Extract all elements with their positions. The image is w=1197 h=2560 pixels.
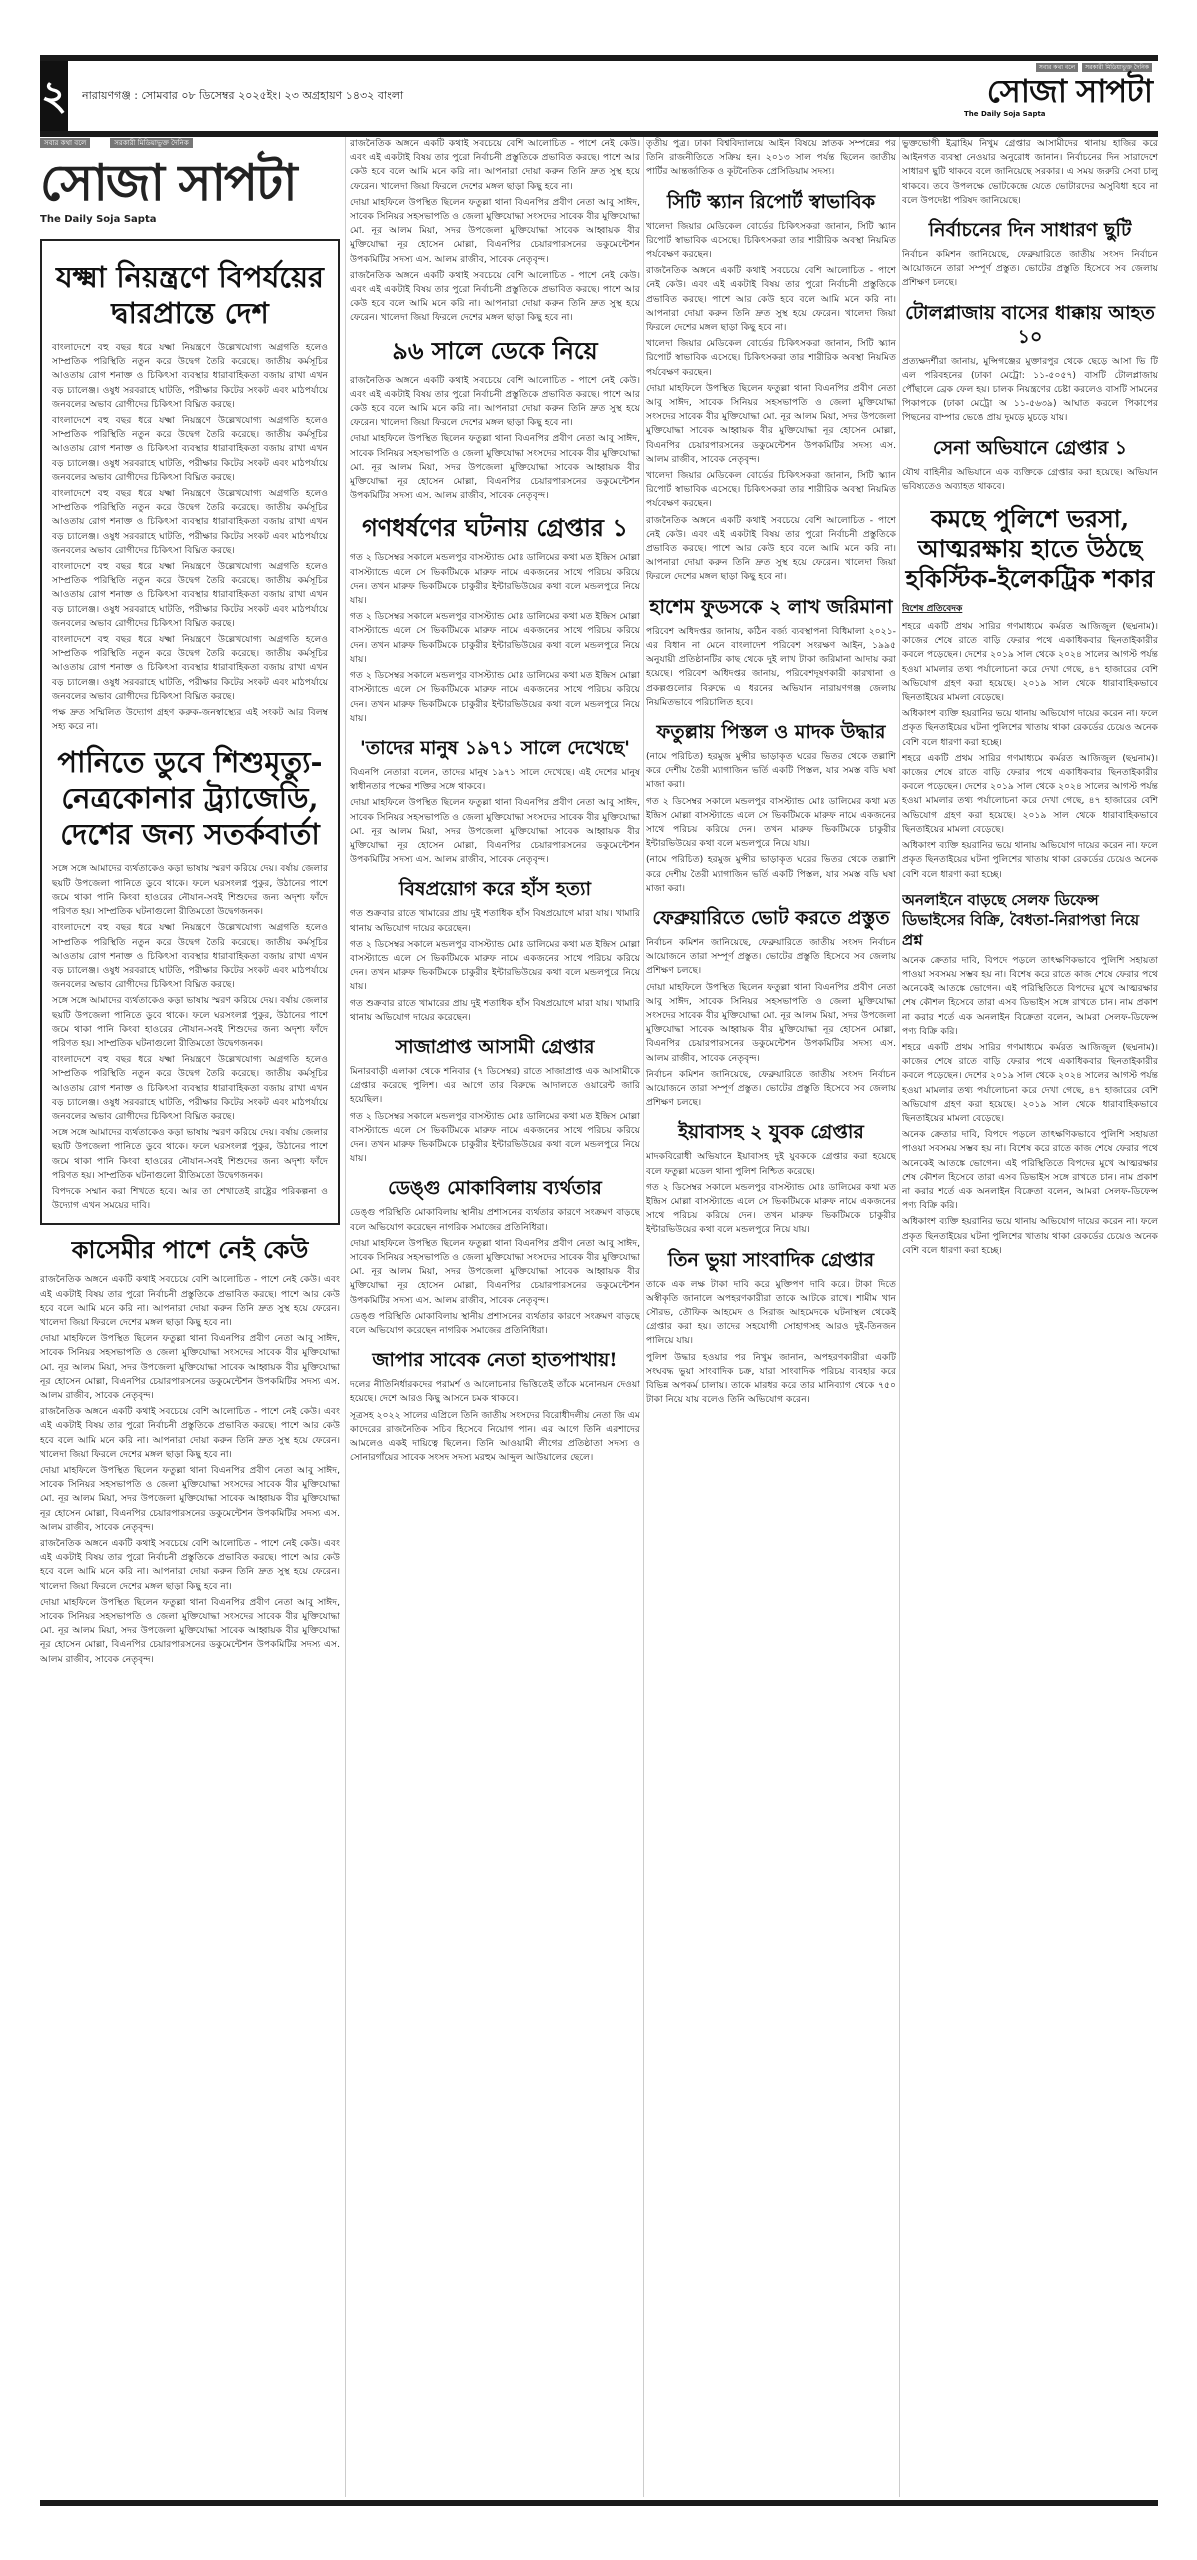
article-body: দোয়া মাহফিলে উপস্থিত ছিলেন ফতুল্লা থানা বিএনপির প্রবীণ নেতা আবু সাঈদ, সাবেক সিনিয়র সহসভাপতি ও জেলা মুক্তিযোদ্ধা সংসদের সাবেক বীর মুক্তিযোদ্ধা মো. নূর আলম মিয়া, সদর উপজেলা মুক্তিযোদ্ধা সাবেক আহ্বায়ক বীর মুক্তিযোদ্ধা নূর হোসেন মোল্লা, বিএনপির চেয়ারপারসনের ডকুমেন্টেশন উপকমিটির সদস্য এস. আলম রাজীব, সাবেক নেতৃবৃন্দ। (350, 433, 640, 502)
headline-poison: বিষপ্রয়োগ করে হাঁস হত্যা (399, 878, 591, 901)
column-1 (40, 137, 340, 2497)
editorial-box (40, 239, 340, 1225)
headline-fatullah: ফতুল্লায় পিস্তল ও মাদক উদ্ধার (656, 720, 886, 743)
column-divider (643, 137, 644, 2497)
article-body: মাদকবিরোধী অভিযানে ইয়াবাসহ দুই যুবককে গ্রেপ্তার করা হয়েছে বলে ফতুল্লা মডেল থানা পুলিশ নিশ্চিত করেছে। (646, 1151, 896, 1177)
article-body: বাংলাদেশে বহু বছর ধরে যক্ষ্মা নিয়ন্ত্রণে উল্লেখযোগ্য অগ্রগতি হলেও সাম্প্রতিক পরিস্থিতি নতুন করে উদ্বেগ তৈরি করেছে। জাতীয় কর্মসূচির আওতায় রোগ শনাক্ত ও চিকিৎসা ব্যবস্থার ধারাবাহিকতা বজায় রাখা এখন বড় চ্যালেঞ্জ। ওষুধ সরবরাহে ঘাটতি, পরীক্ষার কিটের সংকট এবং মাঠপর্যায়ে জনবলের অভাব রোগীদের চিকিৎসা বিঘ্নিত করছে। (52, 561, 328, 629)
article-body: রাজনৈতিক অঙ্গনে একটি কথাই সবচেয়ে বেশি আলোচিত - পাশে নেই কেউ। এবং এই একটাই বিষয় তার পুরো নির্বাচনী প্রস্তুতিকে প্রভাবিত করছে। পাশে আর কেউ হবে বলে আমি মনে করি না। আপনারা দোয়া করুন তিনি দ্রুত সুস্থ হয়ে ফেরেন। খালেদা জিয়া ফিরলে দেশের মঙ্গল ছাড়া কিছু হবে না। (646, 514, 896, 583)
article-body: গত ২ ডিসেম্বর সকালে মন্ডলপুর বাসস্ট্যান্ড মোঃ ডালিমের কথা মত ইন্দ্রিস মোল্লা বাসস্ট্যান্ডে এলে সে ভিকটিমকে মারুফ নামে একজনের সাথে পরিচয় করিয়ে দেন। তখন মারুফ ভিকটিমকে চাকুরীর ইন্টারভিউয়ের কথা বলে মন্ডলপুরে নিয়ে যায়। (350, 552, 640, 607)
article-body: রাজনৈতিক অঙ্গনে একটি কথাই সবচেয়ে বেশি আলোচিত - পাশে নেই কেউ। এবং এই একটাই বিষয় তার পুরো নির্বাচনী প্রস্তুতিকে প্রভাবিত করছে। পাশে আর কেউ হবে বলে আমি মনে করি না। আপনারা দোয়া করুন তিনি দ্রুত সুস্থ হয়ে ফেরেন। খালেদা জিয়া ফিরলে দেশের মঙ্গল ছাড়া কিছু হবে না। (646, 265, 896, 334)
article-body: অধিকাংশ ব্যক্তি হয়রানির ভয়ে থানায় অভিযোগ দায়ের করেন না। ফলে প্রকৃত ছিনতাইয়ের ঘটনা পুলিশের খাতায় থাকা রেকর্ডের চেয়েও অনেক বেশি বলে ধারণা করা হচ্ছে। (902, 708, 1158, 748)
article-body: বাংলাদেশে বহু বছর ধরে যক্ষ্মা নিয়ন্ত্রণে উল্লেখযোগ্য অগ্রগতি হলেও সাম্প্রতিক পরিস্থিতি নতুন করে উদ্বেগ তৈরি করেছে। জাতীয় কর্মসূচির আওতায় রোগ শনাক্ত ও চিকিৎসা ব্যবস্থার ধারাবাহিকতা বজায় রাখা এখন বড় চ্যালেঞ্জ। ওষুধ সরবরাহে ঘাটতি, পরীক্ষার কিটের সংকট এবং মাঠপর্যায়ে জনবলের অভাব রোগীদের চিকিৎসা বিঘ্নিত করছে। (52, 342, 328, 410)
article-closing: বিপদকে সম্মান করা শিখতে হবে। আর তা শেখাতেই রাষ্ট্রের পরিকল্পনা ও উদ্যোগ এখন সময়ের দাবি। (52, 1185, 328, 1212)
headline-kasemi: কাসেমীর পাশে নেই কেউ (71, 1235, 309, 1265)
article-body: দোয়া মাহফিলে উপস্থিত ছিলেন ফতুল্লা থানা বিএনপির প্রবীণ নেতা আবু সাঈদ, সাবেক সিনিয়র সহসভাপতি ও জেলা মুক্তিযোদ্ধা সংসদের সাবেক বীর মুক্তিযোদ্ধা মো. নূর আলম মিয়া, সদর উপজেলা মুক্তিযোদ্ধা সাবেক আহ্বায়ক বীর মুক্তিযোদ্ধা নূর হোসেন মোল্লা, বিএনপির চেয়ারপারসনের ডকুমেন্টেশন উপকমিটির সদস্য এস. আলম রাজীব, সাবেক নেতৃবৃন্দ। (646, 382, 896, 465)
logo-tag-right: সরকারী মিডিয়াভুক্ত দৈনিক (1082, 63, 1152, 72)
headline-army: সেনা অভিযানে গ্রেপ্তার ১ (932, 436, 1128, 459)
article-body: পুলিশ উদ্ধার হওয়ার পর নিখুম জানান, অপহরণকারীরা একটি সংঘবদ্ধ ভুয়া সাংবাদিক চক্র, যারা সাংবাদিক পরিচয় ব্যবহার করে বিভিন্ন অপকর্ম চালায়। তাকে মারধর করে তার মানিব্যাগ থেকে ৭৫০ টাকা নিয়ে যায় বলেও তিনি অভিযোগ করেন। (646, 1351, 896, 1406)
logo-tag-left: সবার কথা বলে (1036, 63, 1078, 72)
article-body: (নামে পরিচিত) হরমুজ মুন্সীর ভাড়াকৃত ঘরের ভিতর থেকে তল্লাশি করে দেশীয় তৈরী ম্যাগাজিন ভর্তি একটি পিস্তল, যার সমস্ত বডি ঘষা মাজা করা। (646, 750, 896, 791)
article-body: দোয়া মাহফিলে উপস্থিত ছিলেন ফতুল্লা থানা বিএনপির প্রবীণ নেতা আবু সাঈদ, সাবেক সিনিয়র সহসভাপতি ও জেলা মুক্তিযোদ্ধা সংসদের সাবেক বীর মুক্তিযোদ্ধা মো. নূর আলম মিয়া, সদর উপজেলা মুক্তিযোদ্ধা সাবেক আহ্বায়ক বীর মুক্তিযোদ্ধা নূর হোসেন মোল্লা, বিএনপির চেয়ারপারসনের ডকুমেন্টেশন উপকমিটির সদস্য এস. আলম রাজীব, সাবেক নেতৃবৃন্দ। (646, 981, 896, 1064)
newspaper-page (40, 55, 1158, 2510)
article-body: অধিকাংশ ব্যক্তি হয়রানির ভয়ে থানায় অভিযোগ দায়ের করেন না। ফলে প্রকৃত ছিনতাইয়ের ঘটনা পুলিশের খাতায় থাকা রেকর্ডের চেয়েও অনেক বেশি বলে ধারণা করা হচ্ছে। (902, 1216, 1158, 1256)
masthead-logo (952, 63, 1152, 129)
headline-feb: ফেব্রুয়ারিতে ভোট করতে প্রস্তুত (652, 906, 890, 929)
article-body: রাজনৈতিক অঙ্গনে একটি কথাই সবচেয়ে বেশি আলোচিত - পাশে নেই কেউ। এবং এই একটাই বিষয় তার পুরো নির্বাচনী প্রস্তুতিকে প্রভাবিত করছে। পাশে আর কেউ হবে বলে আমি মনে করি না। আপনারা দোয়া করুন তিনি দ্রুত সুস্থ হয়ে ফেরেন। খালেদা জিয়া ফিরলে দেশের মঙ্গল ছাড়া কিছু হবে না। (40, 1538, 340, 1592)
article-body: গত শুক্রবার রাতে খামারের প্রায় দুই শতাধিক হাঁস বিষপ্রয়োগে মারা যায়। খামারি থানায় অভিযোগ দায়ের করেছেন। (350, 997, 640, 1023)
article-body: রাজনৈতিক অঙ্গনে একটি কথাই সবচেয়ে বেশি আলোচিত - পাশে নেই কেউ। এবং এই একটাই বিষয় তার পুরো নির্বাচনী প্রস্তুতিকে প্রভাবিত করছে। পাশে আর কেউ হবে বলে আমি মনে করি না। আপনারা দোয়া করুন তিনি দ্রুত সুস্থ হয়ে ফেরেন। খালেদা জিয়া ফিরলে দেশের মঙ্গল ছাড়া কিছু হবে না। (40, 1406, 340, 1460)
article-body: দোয়া মাহফিলে উপস্থিত ছিলেন ফতুল্লা থানা বিএনপির প্রবীণ নেতা আবু সাঈদ, সাবেক সিনিয়র সহসভাপতি ও জেলা মুক্তিযোদ্ধা সংসদের সাবেক বীর মুক্তিযোদ্ধা মো. নূর আলম মিয়া, সদর উপজেলা মুক্তিযোদ্ধা সাবেক আহ্বায়ক বীর মুক্তিযোদ্ধা নূর হোসেন মোল্লা, বিএনপির চেয়ারপারসনের ডকুমেন্টেশন উপকমিটির সদস্য এস. আলম রাজীব, সাবেক নেতৃবৃন্দ। (350, 196, 640, 265)
article-body: গত ২ ডিসেম্বর সকালে মন্ডলপুর বাসস্ট্যান্ড মোঃ ডালিমের কথা মত ইন্দ্রিস মোল্লা বাসস্ট্যান্ডে এলে সে ভিকটিমকে মারুফ নামে একজনের সাথে পরিচয় করিয়ে দেন। তখন মারুফ ভিকটিমকে চাকুরীর ইন্টারভিউয়ের কথা বলে মন্ডলপুরে নিয়ে যায়। (646, 1181, 896, 1236)
article-body: নির্বাচন কমিশন জানিয়েছে, ফেব্রুয়ারিতে জাতীয় সংসদ নির্বাচন আয়োজনে তারা সম্পূর্ণ প্রস্তুত। ভোটের প্রস্তুতি হিসেবে সব জেলায় প্রশিক্ষণ চলছে। (902, 249, 1158, 289)
editorial-logo (40, 137, 340, 227)
column-3 (646, 137, 896, 2517)
article-body: ডেঙ্গু পরিস্থিতি মোকাবিলায় স্থানীয় প্রশাসনের ব্যর্থতার কারণে সংক্রমণ বাড়ছে বলে অভিযোগ করেছেন নাগরিক সমাজের প্রতিনিধিরা। (350, 1207, 640, 1233)
article-body: যৌথ বাহিনীর অভিযানে এক ব্যক্তিকে গ্রেপ্তার করা হয়েছে। অভিযান ভবিষ্যতেও অব্যাহত থাকবে। (902, 466, 1158, 492)
article-body: রাজনৈতিক অঙ্গনে একটি কথাই সবচেয়ে বেশি আলোচিত - পাশে নেই কেউ। এবং এই একটাই বিষয় তার পুরো নির্বাচনী প্রস্তুতিকে প্রভাবিত করছে। পাশে আর কেউ হবে বলে আমি মনে করি না। আপনারা দোয়া করুন তিনি দ্রুত সুস্থ হয়ে ফেরেন। খালেদা জিয়া ফিরলে দেশের মঙ্গল ছাড়া কিছু হবে না। (350, 269, 640, 324)
article-body: ভুক্তভোগী ইব্রাহিম নিখুম গ্রেপ্তার আসামীদের থানায় হাজির করে আইনগত ব্যবস্থা নেওয়ার অনুরোধ জানান। নির্বাচনের দিন সারাদেশে সাধারণ ছুটি থাকবে বলে জানিয়েছে সরকার। এ সময় জরুরি সেবা চালু থাকবে। তবে উপলক্ষে ভোটকেন্দ্রে যেতে ভোটারদের অসুবিধা হবে না বলে উপদেষ্টা পরিষদ জানিয়েছে। (902, 138, 1158, 206)
article-body: রাজনৈতিক অঙ্গনে একটি কথাই সবচেয়ে বেশি আলোচিত - পাশে নেই কেউ। এবং এই একটাই বিষয় তার পুরো নির্বাচনী প্রস্তুতিকে প্রভাবিত করছে। পাশে আর কেউ হবে বলে আমি মনে করি না। আপনারা দোয়া করুন তিনি দ্রুত সুস্থ হয়ে ফেরেন। খালেদা জিয়া ফিরলে দেশের মঙ্গল ছাড়া কিছু হবে না। (350, 374, 640, 429)
article-body: খালেদা জিয়ার মেডিকেল বোর্ডের চিকিৎসকরা জানান, সিটি স্ক্যান রিপোর্ট স্বাভাবিক এসেছে। চিকিৎসকরা তার শারীরিক অবস্থা নিয়মিত পর্যবেক্ষণ করছেন। (646, 338, 896, 378)
article-closing: পক্ষ দ্রুত সম্মিলিত উদ্যোগ গ্রহণ করুক-জনস্বাস্থ্যের এই সংকট আর বিলম্ব সহ্য করে না। (52, 707, 328, 733)
headline-gang: গণধর্ষণের ঘটনায় গ্রেপ্তার ১ (362, 513, 628, 543)
article-body: সূত্রসহ ২০২২ সালের এপ্রিলে তিনি জাতীয় সংসদের বিরোধীদলীয় নেতা জি এম কাদেরের রাজনৈতিক সচিব হিসেবে নিয়োগ পান। এর আগে তিনি এরশাদের আমলেও একই দায়িত্বে ছিলেন। তিনি আওয়ামী লীগের প্রতিষ্ঠাতা সদস্য ও সোনারগাঁয়ের সাবেক সংসদ সদস্য মরহুম আব্দুল আউয়ালের ছেলে। (350, 1409, 640, 1464)
article-body: বাংলাদেশে বহু বছর ধরে যক্ষ্মা নিয়ন্ত্রণে উল্লেখযোগ্য অগ্রগতি হলেও সাম্প্রতিক পরিস্থিতি নতুন করে উদ্বেগ তৈরি করেছে। জাতীয় কর্মসূচির আওতায় রোগ শনাক্ত ও চিকিৎসা ব্যবস্থার ধারাবাহিকতা বজায় রাখা এখন বড় চ্যালেঞ্জ। ওষুধ সরবরাহে ঘাটতি, পরীক্ষার কিটের সংকট এবং মাঠপর্যায়ে জনবলের অভাব রোগীদের চিকিৎসা বিঘ্নিত করছে। (52, 922, 328, 991)
article-body: গত ২ ডিসেম্বর সকালে মন্ডলপুর বাসস্ট্যান্ড মোঃ ডালিমের কথা মত ইন্দ্রিস মোল্লা বাসস্ট্যান্ডে এলে সে ভিকটিমকে মারুফ নামে একজনের সাথে পরিচয় করিয়ে দেন। তখন মারুফ ভিকটিমকে চাকুরীর ইন্টারভিউয়ের কথা বলে মন্ডলপুরে নিয়ে যায়। (350, 670, 640, 724)
article-body: সঙ্গে সঙ্গে আমাদের ব্যর্থতাকেও কড়া ভাষায় স্মরণ করিয়ে দেয়। বর্ষায় জেলার ছয়টি উপজেলা পানিতে ডুবে থাকে। ফলে ঘরসংলগ্ন পুকুর, উঠানের পাশে জমে থাকা পানি কিংবা হাওরের নৌযান-সবই শিশুদের জন্য অদৃশ্য ফাঁদে পরিণত হয়। সাম্প্রতিক ঘটনাগুলো রীতিমতো উদ্বেগজনক। (52, 995, 328, 1049)
article-body: তাকে এক লক্ষ টাকা দাবি করে মুক্তিপণ দাবি করে। টাকা দিতে অস্বীকৃতি জানালে অপহরণকারীরা তাকে আটকে রাখে। শামীম খান সৌরভ, তৌফিক আহমেদ ও সিরাজ আহমেদকে ঘটনাস্থল থেকেই গ্রেপ্তার করা হয়। তাদের সহযোগী সোহাগসহ আরও দুই-তিনজন পালিয়ে যায়। (646, 1278, 896, 1347)
article-body: শহরে একটি প্রথম সারির গণমাধ্যমে কর্মরত আজিজুল (ছদ্মনাম)। কাজের শেষে রাতে বাড়ি ফেরার পথে একাধিকবার ছিনতাইকারীর কবলে পড়েছেন। দেশের ২০১৯ সাল থেকে ২০২৪ সালের আগস্ট পর্যন্ত হওয়া মামলার তথ্য পর্যালোচনা করে দেখা গেছে, ৪৭ হাজারের বেশি অভিযোগ গ্রহণ করা হয়েছে। ২০১৯ সাল থেকে ধারাবাহিকভাবে ছিনতাইয়ের মামলা বেড়েছে। (902, 1041, 1158, 1124)
article-body: নির্বাচন কমিশন জানিয়েছে, ফেব্রুয়ারিতে জাতীয় সংসদ নির্বাচন আয়োজনে তারা সম্পূর্ণ প্রস্তুত। ভোটের প্রস্তুতি হিসেবে সব জেলায় প্রশিক্ষণ চলছে। (646, 936, 896, 977)
headline-fake-journalist: তিন ভুয়া সাংবাদিক গ্রেপ্তার (667, 1248, 875, 1271)
article-body: বাংলাদেশে বহু বছর ধরে যক্ষ্মা নিয়ন্ত্রণে উল্লেখযোগ্য অগ্রগতি হলেও সাম্প্রতিক পরিস্থিতি নতুন করে উদ্বেগ তৈরি করেছে। জাতীয় কর্মসূচির আওতায় রোগ শনাক্ত ও চিকিৎসা ব্যবস্থার ধারাবাহিকতা বজায় রাখা এখন বড় চ্যালেঞ্জ। ওষুধ সরবরাহে ঘাটতি, পরীক্ষার কিটের সংকট এবং মাঠপর্যায়ে জনবলের অভাব রোগীদের চিকিৎসা বিঘ্নিত করছে। (52, 415, 328, 483)
article-body: বাংলাদেশে বহু বছর ধরে যক্ষ্মা নিয়ন্ত্রণে উল্লেখযোগ্য অগ্রগতি হলেও সাম্প্রতিক পরিস্থিতি নতুন করে উদ্বেগ তৈরি করেছে। জাতীয় কর্মসূচির আওতায় রোগ শনাক্ত ও চিকিৎসা ব্যবস্থার ধারাবাহিকতা বজায় রাখা এখন বড় চ্যালেঞ্জ। ওষুধ সরবরাহে ঘাটতি, পরীক্ষার কিটের সংকট এবং মাঠপর্যায়ে জনবলের অভাব রোগীদের চিকিৎসা বিঘ্নিত করছে। (52, 488, 328, 556)
bottom-rule (40, 2500, 1158, 2506)
headline-sajaprapta: সাজাপ্রাপ্ত আসামী গ্রেপ্তার (395, 1035, 595, 1058)
article-body: দোয়া মাহফিলে উপস্থিত ছিলেন ফতুল্লা থানা বিএনপির প্রবীণ নেতা আবু সাঈদ, সাবেক সিনিয়র সহসভাপতি ও জেলা মুক্তিযোদ্ধা সংসদের সাবেক বীর মুক্তিযোদ্ধা মো. নূর আলম মিয়া, সদর উপজেলা মুক্তিযোদ্ধা সাবেক আহ্বায়ক বীর মুক্তিযোদ্ধা নূর হোসেন মোল্লা, বিএনপির চেয়ারপারসনের ডকুমেন্টেশন উপকমিটির সদস্য এস. আলম রাজীব, সাবেক নেতৃবৃন্দ। (40, 1333, 340, 1401)
column-divider (345, 137, 346, 2497)
article-body: অনেক ক্রেতার দাবি, বিপদে পড়লে তাৎক্ষণিকভাবে পুলিশি সহায়তা পাওয়া সবসময় সম্ভব হয় না। বিশেষ করে রাতে কাজ শেষে ফেরার পথে অনেকেই আতঙ্কে ভোগেন। এই পরিস্থিতিতে বিপদের মুখে আত্মরক্ষার শেষ কৌশল হিসেবে তারা এসব ডিভাইস সঙ্গে রাখতে চান। নাম প্রকাশ না করার শর্তে এক অনলাইন বিক্রেতা বলেন, আমরা সেলফ-ডিফেন্স পণ্য বিক্রি করি। (902, 1129, 1158, 1212)
dateline: নারায়ণগঞ্জ : সোমবার ০৮ ডিসেম্বর ২০২৫ইং। ২৩ অগ্রহায়ণ ১৪৩২ বাংলা (82, 89, 404, 102)
article-body: রাজনৈতিক অঙ্গনে একটি কথাই সবচেয়ে বেশি আলোচিত - পাশে নেই কেউ। এবং এই একটাই বিষয় তার পুরো নির্বাচনী প্রস্তুতিকে প্রভাবিত করছে। পাশে আর কেউ হবে বলে আমি মনে করি না। আপনারা দোয়া করুন তিনি দ্রুত সুস্থ হয়ে ফেরেন। খালেদা জিয়া ফিরলে দেশের মঙ্গল ছাড়া কিছু হবে না। (40, 1274, 340, 1328)
headline-1971: 'তাদের মানুষ ১৯৭১ সালে দেখেছে' (360, 736, 630, 759)
logo-en: The Daily Soja Sapta (40, 214, 157, 225)
article-body: (নামে পরিচিত) হরমুজ মুন্সীর ভাড়াকৃত ঘরের ভিতর থেকে তল্লাশি করে দেশীয় তৈরী ম্যাগাজিন ভর্তি একটি পিস্তল, যার সমস্ত বডি ঘষা মাজা করা। (646, 854, 896, 894)
article-body: খালেদা জিয়ার মেডিকেল বোর্ডের চিকিৎসকরা জানান, সিটি স্ক্যান রিপোর্ট স্বাভাবিক এসেছে। চিকিৎসকরা তার শারীরিক অবস্থা নিয়মিত পর্যবেক্ষণ করছেন। (646, 470, 896, 510)
headline-yaba: ইয়াবাসহ ২ যুবক গ্রেপ্তার (678, 1121, 864, 1144)
article-body: পরিবেশ অধিদপ্তর জানায়, কঠিন বর্জ্য ব্যবস্থাপনা বিধিমালা ২০২১-এর বিধান না মেনে বাংলাদেশ পরিবেশ সংরক্ষণ আইন, ১৯৯৫ অনুযায়ী প্রতিষ্ঠানটির কাছ থেকে দুই লাখ টাকা জরিমানা আদায় করা হয়েছে। পরিবেশ অধিদপ্তর জানায়, পরিবেশদূষণকারী কারখানা ও প্রকল্পগুলোর বিরুদ্ধে এ ধরনের অভিযান নারায়ণগঞ্জ জেলায় নিয়মিতভাবে পরিচালিত হবে। (646, 625, 896, 708)
logo-name: সোজা সাপটা (40, 153, 296, 212)
article-body: ডেঙ্গু পরিস্থিতি মোকাবিলায় স্থানীয় প্রশাসনের ব্যর্থতার কারণে সংক্রমণ বাড়ছে বলে অভিযোগ করেছেন নাগরিক সমাজের প্রতিনিধিরা। (350, 1310, 640, 1336)
article-body: প্রত্যক্ষদর্শীরা জানায়, মুন্সিগঞ্জের মুক্তারপুর থেকে ছেড়ে আসা ভি টি এল পরিবহনের (ঢাকা মেট্রো: ১১-৫০৫৭) বাসটি টোলপ্লাজায় পৌঁছালে ব্রেক ফেল হয়। চালক নিয়ন্ত্রণের চেষ্টা করলেও বাসটি সামনের পিকাপকে (ঢাকা মেট্রো অ ১১-৫৬৩৯) আঘাত করলে পিকাপের পিছনের বাম্পার ভেঙে প্রায় দুমড়ে মুচড়ে যায়। (902, 355, 1158, 424)
article-body: গত ২ ডিসেম্বর সকালে মন্ডলপুর বাসস্ট্যান্ড মোঃ ডালিমের কথা মত ইন্দ্রিস মোল্লা বাসস্ট্যান্ডে এলে সে ভিকটিমকে মারুফ নামে একজনের সাথে পরিচয় করিয়ে দেন। তখন মারুফ ভিকটিমকে চাকুরীর ইন্টারভিউয়ের কথা বলে মন্ডলপুরে নিয়ে যায়। (350, 938, 640, 993)
article-body: অধিকাংশ ব্যক্তি হয়রানির ভয়ে থানায় অভিযোগ দায়ের করেন না। ফলে প্রকৃত ছিনতাইয়ের ঘটনা পুলিশের খাতায় থাকা রেকর্ডের চেয়েও অনেক বেশি বলে ধারণা করা হচ্ছে। (902, 840, 1158, 880)
article-body: গত ২ ডিসেম্বর সকালে মন্ডলপুর বাসস্ট্যান্ড মোঃ ডালিমের কথা মত ইন্দ্রিস মোল্লা বাসস্ট্যান্ডে এলে সে ভিকটিমকে মারুফ নামে একজনের সাথে পরিচয় করিয়ে দেন। তখন মারুফ ভিকটিমকে চাকুরীর ইন্টারভিউয়ের কথা বলে মন্ডলপুরে নিয়ে যায়। (646, 795, 896, 850)
article-body: বাংলাদেশে বহু বছর ধরে যক্ষ্মা নিয়ন্ত্রণে উল্লেখযোগ্য অগ্রগতি হলেও সাম্প্রতিক পরিস্থিতি নতুন করে উদ্বেগ তৈরি করেছে। জাতীয় কর্মসূচির আওতায় রোগ শনাক্ত ও চিকিৎসা ব্যবস্থার ধারাবাহিকতা বজায় রাখা এখন বড় চ্যালেঞ্জ। ওষুধ সরবরাহে ঘাটতি, পরীক্ষার কিটের সংকট এবং মাঠপর্যায়ে জনবলের অভাব রোগীদের চিকিৎসা বিঘ্নিত করছে। (52, 1054, 328, 1122)
masthead (40, 55, 1158, 137)
headline-hockey: কমছে পুলিশে ভরসা, আত্মরক্ষায় হাতে উঠছে হকিস্টিক-ইলেকট্রিক শকার (905, 504, 1155, 594)
headline-japa: জাপার সাবেক নেতা হাতপাখায়! (372, 1349, 618, 1372)
article-body: অনেক ক্রেতার দাবি, বিপদে পড়লে তাৎক্ষণিকভাবে পুলিশি সহায়তা পাওয়া সবসময় সম্ভব হয় না। বিশেষ করে রাতে কাজ শেষে ফেরার পথে অনেকেই আতঙ্কে ভোগেন। এই পরিস্থিতিতে বিপদের মুখে আত্মরক্ষার শেষ কৌশল হিসেবে তারা এসব ডিভাইস সঙ্গে রাখতে চান। নাম প্রকাশ না করার শর্তে এক অনলাইন বিক্রেতা বলেন, আমরা সেলফ-ডিফেন্স পণ্য বিক্রি করি। (902, 954, 1158, 1037)
article-body: দোয়া মাহফিলে উপস্থিত ছিলেন ফতুল্লা থানা বিএনপির প্রবীণ নেতা আবু সাঈদ, সাবেক সিনিয়র সহসভাপতি ও জেলা মুক্তিযোদ্ধা সংসদের সাবেক বীর মুক্তিযোদ্ধা মো. নূর আলম মিয়া, সদর উপজেলা মুক্তিযোদ্ধা সাবেক আহ্বায়ক বীর মুক্তিযোদ্ধা নূর হোসেন মোল্লা, বিএনপির চেয়ারপারসনের ডকুমেন্টেশন উপকমিটির সদস্য এস. আলম রাজীব, সাবেক নেতৃবৃন্দ। (350, 797, 640, 866)
article-body: বিএনপি নেতারা বলেন, তাদের মানুষ ১৯৭১ সালে দেখেছে। এই দেশের মানুষ স্বাধীনতার পক্ষের শক্তির সঙ্গে থাকবে। (350, 766, 640, 793)
headline-hashem: হাশেম ফুডসকে ২ লাখ জরিমানা (649, 595, 893, 618)
headline-year96: ৯৬ সালে ডেকে নিয়ে (392, 335, 598, 365)
headline-tb: যক্ষ্মা নিয়ন্ত্রণে বিপর্যয়ের দ্বারপ্রান্তে দেশ (55, 260, 325, 330)
headline-ctscan: সিটি স্ক্যান রিপোর্ট স্বাভাবিক (667, 190, 875, 213)
logo-en: The Daily Soja Sapta (964, 110, 1046, 118)
article-body: গত ২ ডিসেম্বর সকালে মন্ডলপুর বাসস্ট্যান্ড মোঃ ডালিমের কথা মত ইন্দ্রিস মোল্লা বাসস্ট্যান্ডে এলে সে ভিকটিমকে মারুফ নামে একজনের সাথে পরিচয় করিয়ে দেন। তখন মারুফ ভিকটিমকে চাকুরীর ইন্টারভিউয়ের কথা বলে মন্ডলপুরে নিয়ে যায়। (350, 1110, 640, 1165)
byline: বিশেষ প্রতিবেদক (902, 604, 963, 615)
article-body: দোয়া মাহফিলে উপস্থিত ছিলেন ফতুল্লা থানা বিএনপির প্রবীণ নেতা আবু সাঈদ, সাবেক সিনিয়র সহসভাপতি ও জেলা মুক্তিযোদ্ধা সংসদের সাবেক বীর মুক্তিযোদ্ধা মো. নূর আলম মিয়া, সদর উপজেলা মুক্তিযোদ্ধা সাবেক আহ্বায়ক বীর মুক্তিযোদ্ধা নূর হোসেন মোল্লা, বিএনপির চেয়ারপারসনের ডকুমেন্টেশন উপকমিটির সদস্য এস. আলম রাজীব, সাবেক নেতৃবৃন্দ। (40, 1596, 340, 1665)
article-body: শহরে একটি প্রথম সারির গণমাধ্যমে কর্মরত আজিজুল (ছদ্মনাম)। কাজের শেষে রাতে বাড়ি ফেরার পথে একাধিকবার ছিনতাইকারীর কবলে পড়েছেন। দেশের ২০১৯ সাল থেকে ২০২৪ সালের আগস্ট পর্যন্ত হওয়া মামলার তথ্য পর্যালোচনা করে দেখা গেছে, ৪৭ হাজারের বেশি অভিযোগ গ্রহণ করা হয়েছে। ২০১৯ সাল থেকে ধারাবাহিকভাবে ছিনতাইয়ের মামলা বেড়েছে। (902, 752, 1158, 835)
article-body: বাংলাদেশে বহু বছর ধরে যক্ষ্মা নিয়ন্ত্রণে উল্লেখযোগ্য অগ্রগতি হলেও সাম্প্রতিক পরিস্থিতি নতুন করে উদ্বেগ তৈরি করেছে। জাতীয় কর্মসূচির আওতায় রোগ শনাক্ত ও চিকিৎসা ব্যবস্থার ধারাবাহিকতা বজায় রাখা এখন বড় চ্যালেঞ্জ। ওষুধ সরবরাহে ঘাটতি, পরীক্ষার কিটের সংকট এবং মাঠপর্যায়ে জনবলের অভাব রোগীদের চিকিৎসা বিঘ্নিত করছে। (52, 634, 328, 702)
headline-toll-plaza: টোলপ্লাজায় বাসের ধাক্কায় আহত ১০ (905, 301, 1155, 348)
article-body: নির্বাচন কমিশন জানিয়েছে, ফেব্রুয়ারিতে জাতীয় সংসদ নির্বাচন আয়োজনে তারা সম্পূর্ণ প্রস্তুত। ভোটের প্রস্তুতি হিসেবে সব জেলায় প্রশিক্ষণ চলছে। (646, 1068, 896, 1109)
article-body: সঙ্গে সঙ্গে আমাদের ব্যর্থতাকেও কড়া ভাষায় স্মরণ করিয়ে দেয়। বর্ষায় জেলার ছয়টি উপজেলা পানিতে ডুবে থাকে। ফলে ঘরসংলগ্ন পুকুর, উঠানের পাশে জমে থাকা পানি কিংবা হাওরের নৌযান-সবই শিশুদের জন্য অদৃশ্য ফাঁদে পরিণত হয়। সাম্প্রতিক ঘটনাগুলো রীতিমতো উদ্বেগজনক। (52, 863, 328, 918)
article-body: তৃতীয় পুত্র। ঢাকা বিশ্ববিদ্যালয়ে আইন বিষয়ে স্নাতক সম্পন্নের পর তিনি রাজনীতিতে সক্রিয় হন। ২০১৩ সাল পর্যন্ত ছিলেন জাতীয় পার্টির আন্তর্জাতিক ও কূটনৈতিক প্রেসিডিয়াম সদস্য। (646, 138, 896, 178)
article-body: দলের নীতিনির্ধারকদের পরামর্শ ও আলোচনার ভিত্তিতেই তাঁকে মনোনয়ন দেওয়া হয়েছে। দেশে আরও কিছু আসনে চমক থাকবে। (350, 1379, 640, 1405)
article-body: মিনারবাড়ী এলাকা থেকে শনিবার (৭ ডিসেম্বর) রাতে সাজাপ্রাপ্ত এক আসামীকে গ্রেপ্তার করেছে পুলিশ। এর আগে তার বিরুদ্ধে আদালতে ওয়ারেন্ট জারি হয়েছিল। (350, 1065, 640, 1106)
logo-name: সোজা সাপটা (986, 72, 1152, 110)
article-body: গত ২ ডিসেম্বর সকালে মন্ডলপুর বাসস্ট্যান্ড মোঃ ডালিমের কথা মত ইন্দ্রিস মোল্লা বাসস্ট্যান্ডে এলে সে ভিকটিমকে মারুফ নামে একজনের সাথে পরিচয় করিয়ে দেন। তখন মারুফ ভিকটিমকে চাকুরীর ইন্টারভিউয়ের কথা বলে মন্ডলপুরে নিয়ে যায়। (350, 611, 640, 665)
column-divider (899, 137, 900, 2497)
article-body: গত শুক্রবার রাতে খামারের প্রায় দুই শতাধিক হাঁস বিষপ্রয়োগে মারা যায়। খামারি থানায় অভিযোগ দায়ের করেছেন। (350, 908, 640, 934)
headline-drowning: পানিতে ডুবে শিশুমৃত্যু-নেত্রকোনার ট্র্যাজেডি, দেশের জন্য সতর্কবার্তা (57, 745, 323, 852)
subhead-hockey: অনলাইনে বাড়ছে সেলফ ডিফেন্স ডিভাইসের বিক্রি, বৈধতা-নিরাপত্তা নিয়ে প্রশ্ন (902, 890, 1140, 949)
article-body: খালেদা জিয়ার মেডিকেল বোর্ডের চিকিৎসকরা জানান, সিটি স্ক্যান রিপোর্ট স্বাভাবিক এসেছে। চিকিৎসকরা তার শারীরিক অবস্থা নিয়মিত পর্যবেক্ষণ করছেন। (646, 220, 896, 261)
headline-election-holiday: নির্বাচনের দিন সাধারণ ছুটি (928, 219, 1132, 242)
article-body: দোয়া মাহফিলে উপস্থিত ছিলেন ফতুল্লা থানা বিএনপির প্রবীণ নেতা আবু সাঈদ, সাবেক সিনিয়র সহসভাপতি ও জেলা মুক্তিযোদ্ধা সংসদের সাবেক বীর মুক্তিযোদ্ধা মো. নূর আলম মিয়া, সদর উপজেলা মুক্তিযোদ্ধা সাবেক আহ্বায়ক বীর মুক্তিযোদ্ধা নূর হোসেন মোল্লা, বিএনপির চেয়ারপারসনের ডকুমেন্টেশন উপকমিটির সদস্য এস. আলম রাজীব, সাবেক নেতৃবৃন্দ। (350, 1237, 640, 1306)
column-4 (902, 137, 1158, 2517)
article-body: দোয়া মাহফিলে উপস্থিত ছিলেন ফতুল্লা থানা বিএনপির প্রবীণ নেতা আবু সাঈদ, সাবেক সিনিয়র সহসভাপতি ও জেলা মুক্তিযোদ্ধা সংসদের সাবেক বীর মুক্তিযোদ্ধা মো. নূর আলম মিয়া, সদর উপজেলা মুক্তিযোদ্ধা সাবেক আহ্বায়ক বীর মুক্তিযোদ্ধা নূর হোসেন মোল্লা, বিএনপির চেয়ারপারসনের ডকুমেন্টেশন উপকমিটির সদস্য এস. আলম রাজীব, সাবেক নেতৃবৃন্দ। (40, 1465, 340, 1533)
logo-tag-right: সরকারী মিডিয়াভুক্ত দৈনিক (110, 138, 193, 148)
article-body: সঙ্গে সঙ্গে আমাদের ব্যর্থতাকেও কড়া ভাষায় স্মরণ করিয়ে দেয়। বর্ষায় জেলার ছয়টি উপজেলা পানিতে ডুবে থাকে। ফলে ঘরসংলগ্ন পুকুর, উঠানের পাশে জমে থাকা পানি কিংবা হাওরের নৌযান-সবই শিশুদের জন্য অদৃশ্য ফাঁদে পরিণত হয়। সাম্প্রতিক ঘটনাগুলো রীতিমতো উদ্বেগজনক। (52, 1127, 328, 1181)
logo-tag-left: সবার কথা বলে (40, 138, 90, 148)
article-body: রাজনৈতিক অঙ্গনে একটি কথাই সবচেয়ে বেশি আলোচিত - পাশে নেই কেউ। এবং এই একটাই বিষয় তার পুরো নির্বাচনী প্রস্তুতিকে প্রভাবিত করছে। পাশে আর কেউ হবে বলে আমি মনে করি না। আপনারা দোয়া করুন তিনি দ্রুত সুস্থ হয়ে ফেরেন। খালেদা জিয়া ফিরলে দেশের মঙ্গল ছাড়া কিছু হবে না। (350, 138, 640, 192)
column-2 (350, 137, 640, 2517)
page-number: ২ (40, 61, 68, 131)
article-body: শহরে একটি প্রথম সারির গণমাধ্যমে কর্মরত আজিজুল (ছদ্মনাম)। কাজের শেষে রাতে বাড়ি ফেরার পথে একাধিকবার ছিনতাইকারীর কবলে পড়েছেন। দেশের ২০১৯ সাল থেকে ২০২৪ সালের আগস্ট পর্যন্ত হওয়া মামলার তথ্য পর্যালোচনা করে দেখা গেছে, ৪৭ হাজারের বেশি অভিযোগ গ্রহণ করা হয়েছে। ২০১৯ সাল থেকে ধারাবাহিকভাবে ছিনতাইয়ের মামলা বেড়েছে। (902, 621, 1158, 704)
headline-dengue: ডেঙ্গু মোকাবিলায় ব্যর্থতার (388, 1177, 602, 1200)
